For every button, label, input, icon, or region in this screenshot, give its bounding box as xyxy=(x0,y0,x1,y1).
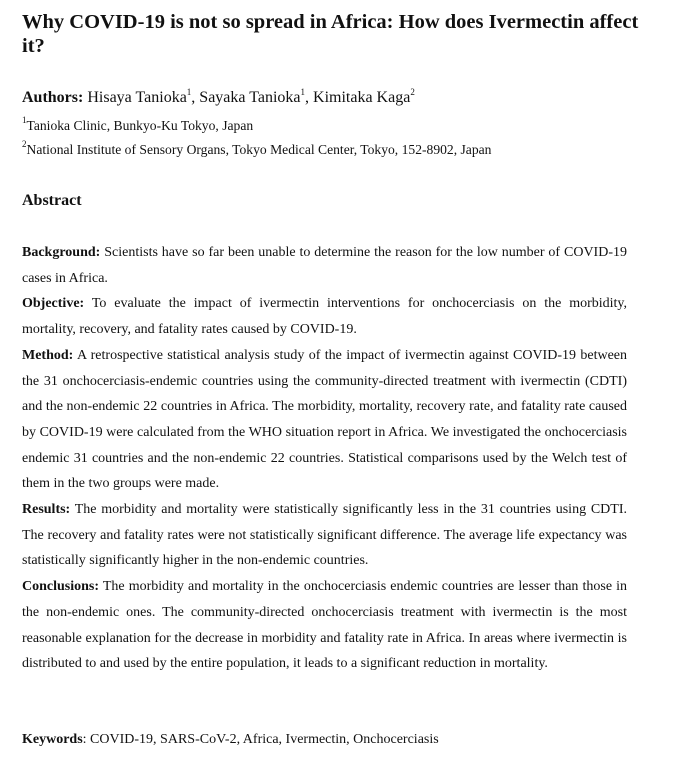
section-label: Method: xyxy=(22,347,74,363)
author-name: Kimitaka Kaga xyxy=(313,89,411,106)
section-label: Background: xyxy=(22,245,101,260)
paper-title: Why COVID-19 is not so spread in Africa: How does Ivermectin affect it? xyxy=(22,11,639,57)
abstract-conclusions xyxy=(22,574,627,677)
section-label: Objective: xyxy=(22,296,85,312)
section-text: A retrospective statistical analysis study of the impact of ivermectin against COVID-19 between the 31 onchocerciasis-endemic countries using the community-directed treatment with ivermectin (CDTI) and the non-endemic 22 countries in Africa. The morbidity, mortality, recovery rate, and fatality rate caused by COVID-19 were calculated from the WHO situation report in Africa. We investigated the onchocerciasis endemic 31 countries and the non-endemic 22 countries. Statistical comparisons used by the Welch test of them in the two groups were made. xyxy=(22,347,627,492)
keywords-text: : COVID-19, SARS-CoV-2, Africa, Ivermectin, Onchocerciasis xyxy=(82,732,439,747)
affiliation-1 xyxy=(22,117,253,135)
authors-line xyxy=(22,88,415,108)
author-name: Hisaya Tanioka xyxy=(87,89,187,106)
abstract-body xyxy=(22,240,627,677)
author-affiliation-mark: 1 xyxy=(186,87,192,97)
abstract-heading: Abstract xyxy=(22,192,82,209)
keywords-line xyxy=(22,730,439,750)
affiliation-text: Tanioka Clinic, Bunkyo-Ku Tokyo, Japan xyxy=(26,118,254,133)
affiliation-text: National Institute of Sensory Organs, Tokyo Medical Center, Tokyo, 152-8902, Japan xyxy=(26,142,492,157)
author-affiliation-mark: 2 xyxy=(410,87,415,97)
author-affiliation-mark: 1 xyxy=(300,87,306,97)
section-text: Scientists have so far been unable to determine the reason for the low number of COVID-19 cases in Africa. xyxy=(22,245,627,286)
abstract-method xyxy=(22,343,627,497)
affiliation-number: 1 xyxy=(22,115,27,125)
section-label: Results: xyxy=(22,502,71,518)
section-label: Conclusions: xyxy=(22,579,100,595)
affiliation-2 xyxy=(22,141,491,159)
abstract-background xyxy=(22,240,627,291)
section-text: To evaluate the impact of ivermectin interventions for onchocerciasis on the morbidity, mortality, recovery, and fatality rates caused by COVID-19. xyxy=(22,296,628,338)
author-name: Sayaka Tanioka xyxy=(199,89,301,106)
affiliation-number: 2 xyxy=(22,139,27,149)
keywords-label: Keywords xyxy=(22,732,83,747)
section-text: The morbidity and mortality in the onchocerciasis endemic countries are lesser than those in the non-endemic ones. The community-directed onchocerciasis treatment with ivermectin is the most reasonable explanation for the decrease in morbidity and fatality rate in Africa. In areas where ivermectin is distributed to and used by the entire population, it leads to a significant reduction in mortality. xyxy=(22,579,627,672)
author-separator: , xyxy=(191,89,200,106)
abstract-results xyxy=(22,497,627,574)
section-text: The morbidity and mortality were statistically significantly less in the 31 countries using CDTI. The recovery and fatality rates were not statistically significant difference. The average life expectancy was statistically significantly higher in the non-endemic countries. xyxy=(22,502,627,569)
authors-label: Authors: xyxy=(22,89,84,106)
abstract-objective xyxy=(22,291,627,342)
author-separator: , xyxy=(305,89,314,106)
